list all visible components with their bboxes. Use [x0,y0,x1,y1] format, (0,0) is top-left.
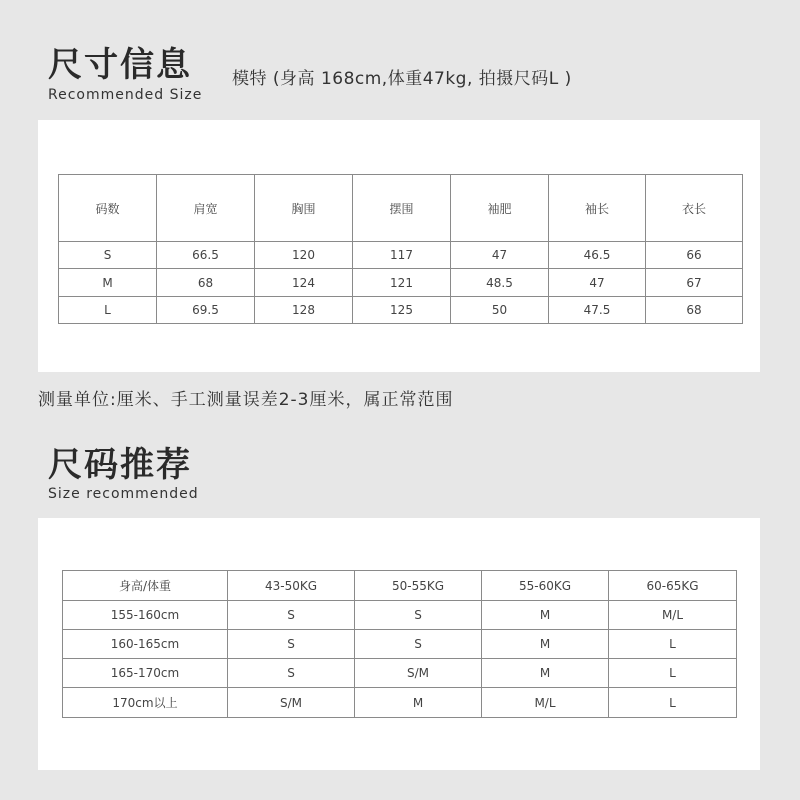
table-cell: M [482,659,609,688]
header-cell-sleeve-length: 袖长 [549,175,646,242]
header-cell-sleeve-width: 袖肥 [451,175,549,242]
table-row [63,601,737,630]
table-cell: S [228,601,355,630]
table-cell: 66.5 [157,242,255,269]
table-cell: S [59,242,157,269]
size-info-subtitle: Recommended Size [48,87,203,103]
size-rec-subtitle: Size recommended [48,486,199,502]
header-cell-weight-range: 60-65KG [609,571,737,601]
table-cell: 165-170cm [63,659,228,688]
table-cell: 66 [646,242,743,269]
table-cell: 121 [353,269,451,297]
table-cell: 125 [353,297,451,324]
table-row [59,242,743,269]
table-cell: 155-160cm [63,601,228,630]
table-cell: 68 [646,297,743,324]
table-cell: 124 [255,269,353,297]
table-cell: L [609,659,737,688]
header-cell-weight-range: 43-50KG [228,571,355,601]
recommendation-header-row [63,571,737,601]
table-cell: 68 [157,269,255,297]
table-row [63,688,737,718]
table-cell: 170cm以上 [63,688,228,718]
table-cell: L [59,297,157,324]
table-cell: M [355,688,482,718]
header-cell-shoulder: 肩宽 [157,175,255,242]
table-cell: 47.5 [549,297,646,324]
measurement-table [58,174,743,324]
size-info-title: 尺寸信息 [48,45,192,85]
measurement-note: 测量单位:厘米、手工测量误差2-3厘米，属正常范围 [38,390,454,410]
table-cell: 48.5 [451,269,549,297]
header-cell-weight-range: 55-60KG [482,571,609,601]
table-row [63,630,737,659]
header-cell-chest: 胸围 [255,175,353,242]
table-cell: L [609,688,737,718]
table-cell: S [228,659,355,688]
table-cell: 67 [646,269,743,297]
table-cell: S [355,601,482,630]
table-cell: M [482,601,609,630]
table-cell: 47 [451,242,549,269]
table-cell: 120 [255,242,353,269]
table-cell: 128 [255,297,353,324]
table-cell: M/L [482,688,609,718]
size-rec-title: 尺码推荐 [48,445,192,485]
table-cell: 47 [549,269,646,297]
table-cell: 46.5 [549,242,646,269]
table-cell: M/L [609,601,737,630]
header-cell-size: 码数 [59,175,157,242]
table-row [59,297,743,324]
model-info-note: 模特 (身高 168cm,体重47kg, 拍摄尺码L ) [232,69,572,89]
header-cell-weight-range: 50-55KG [355,571,482,601]
table-cell: S/M [355,659,482,688]
table-cell: M [59,269,157,297]
header-cell-hem: 摆围 [353,175,451,242]
table-cell: L [609,630,737,659]
header-cell-length: 衣长 [646,175,743,242]
recommendation-table [62,570,737,718]
header-cell-height-weight: 身高/体重 [63,571,228,601]
table-cell: 117 [353,242,451,269]
table-cell: S/M [228,688,355,718]
table-cell: S [355,630,482,659]
table-cell: M [482,630,609,659]
table-cell: 69.5 [157,297,255,324]
table-cell: 50 [451,297,549,324]
table-cell: 160-165cm [63,630,228,659]
table-cell: S [228,630,355,659]
measurement-header-row [59,175,743,242]
table-row [59,269,743,297]
table-row [63,659,737,688]
